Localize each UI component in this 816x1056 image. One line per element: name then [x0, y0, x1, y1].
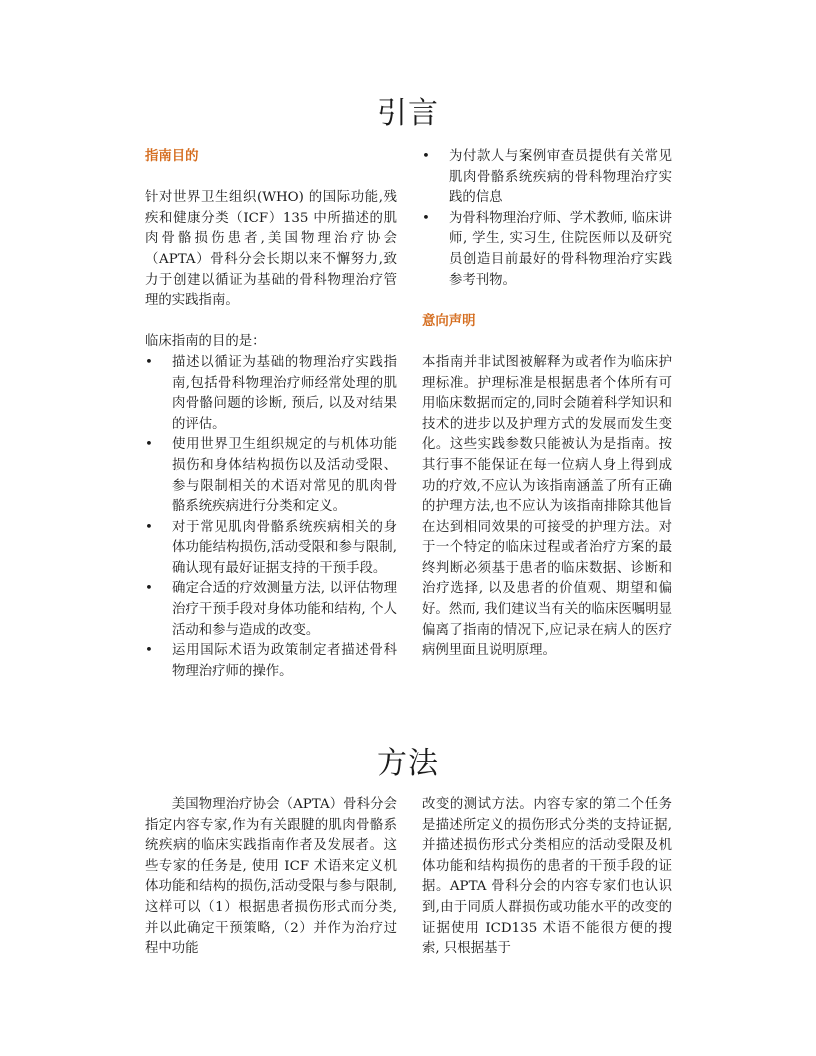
intro-title: 引言: [377, 96, 439, 131]
list-item: • 确定合适的疗效测量方法, 以评估物理治疗干预手段对身体功能和结构, 个人活动和参与造成的改变。: [145, 581, 397, 638]
bullet-icon: •: [422, 210, 430, 226]
bullet-icon: •: [145, 519, 153, 535]
bullet-icon: •: [145, 643, 153, 659]
bullet-icon: •: [145, 354, 153, 370]
list-item: • 为骨科物理治疗师、学术教师, 临床讲师, 学生, 实习生, 住院医师以及研究员创造目前最好的骨科物理治疗实践参考刊物。: [422, 210, 672, 288]
methods-left-column: [145, 795, 397, 960]
list-item: • 运用国际术语为政策制定者描述骨科物理治疗师的操作。: [145, 643, 397, 679]
methods-paragraph-left: 美国物理治疗协会（APTA）骨科分会指定内容专家,作为有关跟腱的肌肉骨骼系统疾病的临床实践指南作者及发展者。这些专家的任务是, 使用 ICF 术语来定义机体功能和结构的损伤,活动受限与参与限制, 这样可以（1）根据患者损伤形式而分类, 并以此确定干预策略,（2）并作为治疗过程中功能: [145, 797, 397, 957]
intent-paragraph: 本指南并非试图被解释为或者作为临床护理标准。护理标准是根据患者个体所有可用临床数据而定的,同时会随着科学知识和技术的进步以及护理方式的发展而发生变化。这些实践参数只能被认为是指南。按其行事不能保证在每一位病人身上得到成功的疗效,不应认为该指南涵盖了所有正确的护理方法,也不应认为该指南排除其他旨在达到相同效果的可接受的护理方法。对于一个特定的临床过程或者治疗方案的最终判断必须基于患者的临床数据、诊断和治疗选择, 以及患者的价值观、期望和偏好。然而, 我们建议当有关的临床医嘱明显偏离了指南的情况下,应记录在病人的医疗病例里面且说明原理。: [422, 354, 672, 659]
bullet-icon: •: [422, 149, 430, 164]
goals-lead: 临床指南的目的是：: [145, 334, 266, 350]
intent-heading: 意向声明: [422, 313, 476, 329]
methods-right-column: [422, 795, 672, 960]
list-item: • 为付款人与案例审查员提供有关常见肌肉骨骼系统疾病的骨科物理治疗实践的信息: [422, 149, 672, 206]
methods-title: 方法: [377, 746, 439, 781]
list-item: • 使用世界卫生组织规定的与机体功能损伤和身体结构损伤以及活动受限、参与限制相关的术语对常见的肌肉骨骼系统疾病进行分类和定义。: [145, 437, 397, 515]
intro-right-column: [422, 147, 672, 662]
bullet-icon: •: [145, 581, 153, 597]
methods-paragraph-right: 改变的测试方法。内容专家的第二个任务是描述所定义的损伤形式分类的支持证据,并描述损伤形式分类相应的活动受限及机体功能和结构损伤的患者的干预手段的证据。APTA 骨科分会的内容专家们也认识到,由于同质人群损伤或功能水平的改变的证据使用 ICD135 术语不能很方便的搜索, 只根据基于: [422, 797, 672, 957]
purpose-paragraph: 针对世界卫生组织(WHO) 的国际功能,残疾和健康分类（ICF）135 中所描述的肌肉骨骼损伤患者,美国物理治疗协会（APTA）骨科分会长期以来不懈努力,致力于创建以循证为基础的骨科物理治疗管理的实践指南。: [145, 190, 397, 309]
goals-list-continued: [422, 147, 672, 291]
purpose-heading: 指南目的: [145, 149, 199, 164]
goals-list: [145, 353, 397, 683]
list-item: • 对于常见肌肉骨骼系统疾病相关的身体功能结构损伤,活动受限和参与限制,确认现有最好证据支持的干预手段。: [145, 519, 397, 576]
list-item: • 描述以循证为基础的物理治疗实践指南,包括骨科物理治疗师经常处理的肌肉骨骼问题的诊断, 预后, 以及对结果的评估。: [145, 354, 397, 432]
bullet-icon: •: [145, 437, 153, 453]
intro-left-column: [145, 147, 397, 682]
